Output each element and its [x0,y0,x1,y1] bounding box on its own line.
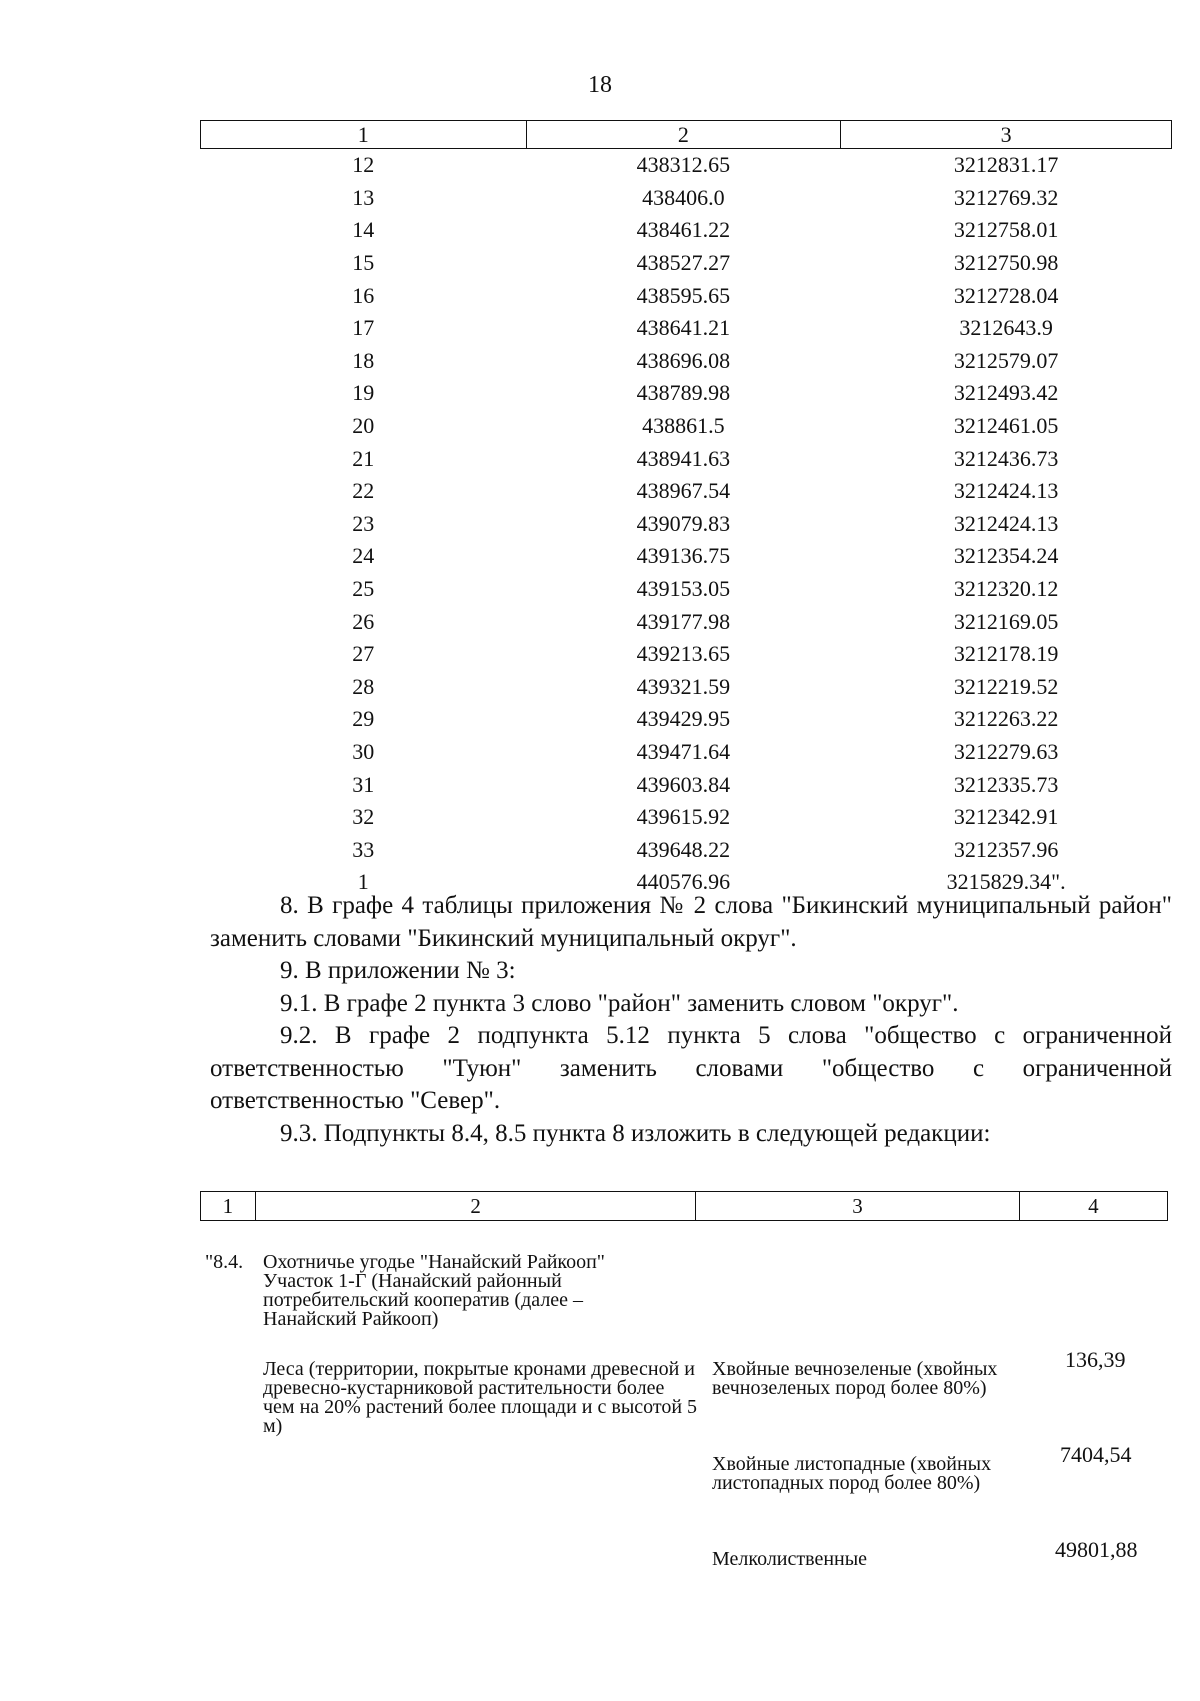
table2-header-col-2: 2 [255,1192,696,1221]
coordinate-x: 439213.65 [636,641,731,667]
coordinate-x: 439603.84 [636,771,731,797]
coordinates-row [201,540,1172,573]
coordinates-row [201,801,1172,834]
coordinate-x: 438696.08 [636,347,731,373]
coordinate-y: 3212769.32 [953,184,1059,210]
point-number: 19 [352,380,375,406]
header-col-3: 3 [841,121,1172,149]
coordinate-x: 438967.54 [636,478,731,504]
point-number: 13 [352,184,375,210]
coordinate-y: 3212728.04 [953,282,1059,308]
coordinate-y: 3212335.73 [953,771,1059,797]
coordinate-y: 3212342.91 [953,804,1059,830]
coordinate-y: 3212493.42 [953,380,1059,406]
coordinate-x: 438595.65 [636,282,731,308]
coordinates-header-row [201,121,1172,149]
coordinate-y: 3212436.73 [953,445,1059,471]
coordinate-x: 439471.64 [636,738,731,764]
coordinates-row [201,671,1172,704]
coordinate-y: 3212750.98 [953,250,1059,276]
value-small-leaved: 49801,88 [1055,1537,1138,1562]
coordinate-x: 438941.63 [636,445,731,471]
point-number: 31 [352,771,375,797]
category-evergreen: Хвойные вечнозеленые (хвойных вечнозеленых пород более 80%) [712,1358,998,1399]
coordinates-row [201,475,1172,508]
point-number: 12 [352,152,375,178]
point-number: 24 [352,543,375,569]
coordinate-x: 438406.0 [642,184,725,210]
paragraph-9-1: 9.1. В графе 2 пункта 3 слово "район" заменить словом "округ". [280,989,959,1017]
coordinate-y: 3212643.9 [959,315,1053,341]
coordinates-body [201,149,1172,899]
coordinates-row [201,508,1172,541]
coordinates-row [201,573,1172,606]
coordinates-row [201,736,1172,769]
paragraph-9-3: 9.3. Подпункты 8.4, 8.5 пункта 8 изложить в следующей редакции: [280,1119,991,1147]
point-number: 1 [357,869,369,895]
paragraph-8: 8. В графе 4 таблицы приложения № 2 слова "Бикинский муниципальный район" заменить словами "Бикинский муниципальный округ". [210,892,1172,952]
coordinate-y: 3212758.01 [953,217,1059,243]
coordinate-x: 438641.21 [636,315,731,341]
coordinates-row [201,442,1172,475]
coordinates-row [201,312,1172,345]
point-number: 21 [352,445,375,471]
coordinates-row [201,833,1172,866]
coordinates-row [201,182,1172,215]
paragraph-9: 9. В приложении № 3: [280,957,516,984]
value-deciduous: 7404,54 [1060,1442,1132,1467]
point-number: 27 [352,641,375,667]
coordinates-table [200,120,1172,899]
coordinate-y: 3212354.24 [953,543,1059,569]
coordinate-x: 439429.95 [636,706,731,732]
point-number: 20 [352,413,375,439]
coordinate-x: 439153.05 [636,576,731,602]
point-number: 32 [352,804,375,830]
coordinate-y: 3212424.13 [953,510,1059,536]
coordinates-row [201,768,1172,801]
category-deciduous: Хвойные листопадные (хвойных листопадных пород более 80%) [712,1453,992,1494]
coordinate-y: 3212169.05 [953,608,1059,634]
coordinate-x: 440576.96 [636,869,731,895]
coordinates-row [201,345,1172,378]
coordinate-y: 3215829.34". [946,869,1066,895]
point-number: 28 [352,673,375,699]
coordinate-x: 439321.59 [636,673,731,699]
coordinate-y: 3212579.07 [953,347,1059,373]
coordinate-y: 3212831.17 [953,152,1059,178]
coordinate-x: 439648.22 [636,836,731,862]
point-number: 16 [352,282,375,308]
coordinate-x: 438861.5 [642,413,725,439]
coordinates-row [201,247,1172,280]
appendix-table-header [200,1191,1168,1221]
point-number: 26 [352,608,375,634]
coordinates-row [201,377,1172,410]
coordinate-y: 3212263.22 [953,706,1059,732]
coordinate-x: 438789.98 [636,380,731,406]
coordinate-y: 3212320.12 [953,576,1059,602]
table2-header-col-1: 1 [201,1192,256,1221]
point-number: 25 [352,576,375,602]
item-number: "8.4. [205,1251,244,1273]
point-number: 14 [352,217,375,243]
amendment-text [210,890,1172,1150]
coordinates-row [201,410,1172,443]
page-number: 18 [588,72,612,98]
point-number: 17 [352,315,375,341]
point-number: 33 [352,836,375,862]
coordinate-y: 3212357.96 [953,836,1059,862]
forest-description: Леса (территории, покрытые кронами древесной и древесно-кустарниковой растительности более чем на 20% растений более площади и с высотой 5 м) [263,1358,698,1437]
point-number: 30 [352,738,375,764]
coordinate-x: 439177.98 [636,608,731,634]
coordinate-x: 438312.65 [636,152,731,178]
coordinate-y: 3212219.52 [953,673,1059,699]
category-small-leaved: Мелколиственные [712,1548,868,1570]
coordinate-y: 3212279.63 [953,738,1059,764]
coordinate-y: 3212461.05 [953,413,1059,439]
coordinate-x: 439136.75 [636,543,731,569]
point-number: 18 [352,347,375,373]
coordinate-x: 439615.92 [636,804,731,830]
coordinates-row [201,703,1172,736]
coordinates-row [201,605,1172,638]
item-title: Охотничье угодье "Нанайский Райкооп" Участок 1-Г (Нанайский районный потребительский кооператив (далее – Нанайский Райкооп) [263,1251,605,1330]
coordinates-row [201,149,1172,182]
point-number: 23 [352,510,375,536]
coordinate-y: 3212424.13 [953,478,1059,504]
point-number: 15 [352,250,375,276]
point-number: 29 [352,706,375,732]
header-col-2: 2 [526,121,841,149]
table2-header-col-4: 4 [1019,1192,1167,1221]
paragraph-9-2: 9.2. В графе 2 подпункта 5.12 пункта 5 слова "общество с ограниченной ответственностью "Туюн" заменить словами "общество с ограниченной ответственностью "Север". [210,1022,1172,1114]
coordinates-row [201,638,1172,671]
table2-header-col-3: 3 [696,1192,1019,1221]
coordinate-x: 439079.83 [636,510,731,536]
coordinate-x: 438527.27 [636,250,731,276]
value-evergreen: 136,39 [1065,1347,1126,1372]
point-number: 22 [352,478,375,504]
coordinate-x: 438461.22 [636,217,731,243]
coordinate-y: 3212178.19 [953,641,1059,667]
coordinates-row [201,214,1172,247]
header-col-1: 1 [201,121,527,149]
coordinates-row [201,279,1172,312]
